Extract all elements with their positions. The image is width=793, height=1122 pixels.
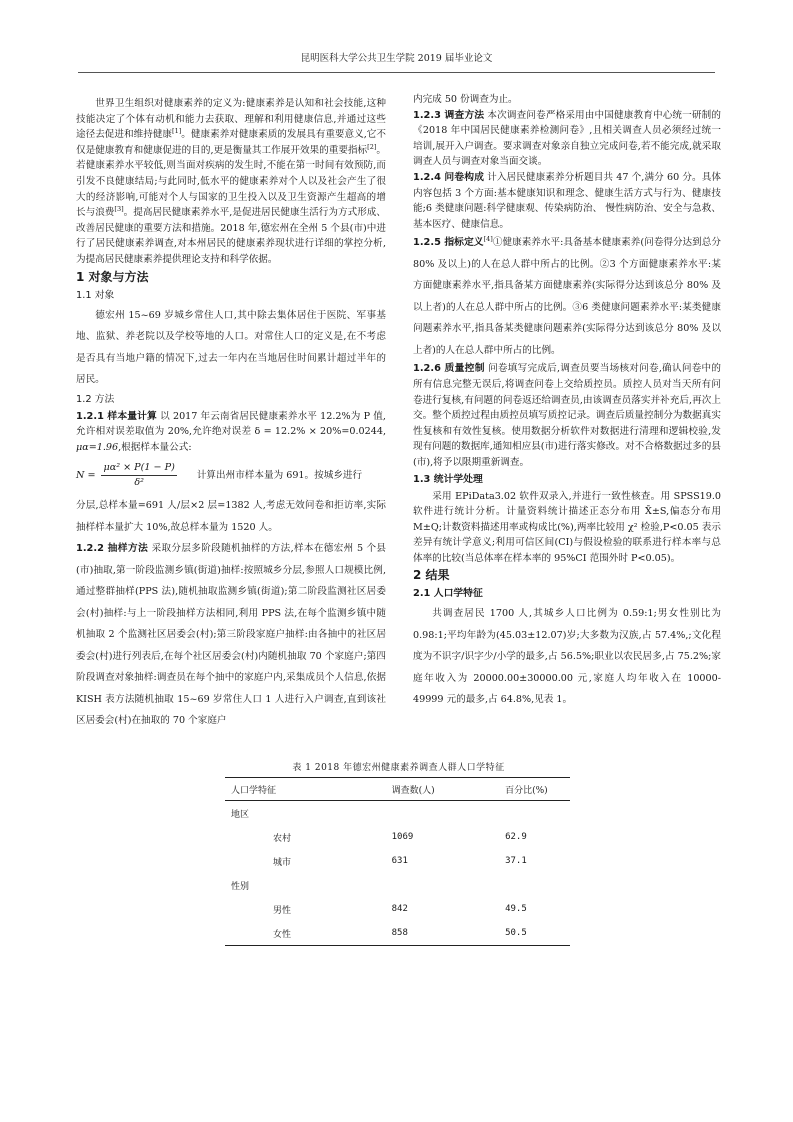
- heading-1-2-1: 1.2.1 样本量计算: [76, 410, 157, 422]
- continued-text: 内完成 50 份调查为止。: [413, 94, 518, 105]
- sample-size-formula: [76, 457, 386, 493]
- table-row: [225, 849, 570, 873]
- formula-lhs: N =: [76, 469, 96, 481]
- indicator-text: ①健康素养水平:具备基本健康素养(问卷得分达到总分 80% 及以上)的人在总人群中所占的比例。②3 个方面健康素养水平:某方面健康素养水平,指具备某方面健康素养(实际得分达到该总分 80% 及以上者)的人在总人群中所占的比例。③6 类健康问题素养水平:某类健康问题素养水平,指具备某类健康问题素养(实际得分达到该总分 80% 及以上者)的人在总人群中所占的比例。: [413, 237, 721, 356]
- object-paragraph: 德宏州 15~69 岁城乡常住人口,其中除去集体居住于医院、军事基地、监狱、养老院以及学校等地的人口。对常住人口的定义是,在不考虑是否具有当地户籍的情况下,过去一年内在当地居住时间累计超过半年的居民。: [76, 309, 386, 386]
- intro-paragraph: [76, 96, 386, 268]
- formula-denominator: δ²: [134, 476, 144, 488]
- formula-trailing-text: 计算出州市样本量为 691。按城乡进行: [196, 469, 363, 481]
- citation-4: [4]: [483, 235, 493, 244]
- row-label: 男性: [273, 905, 292, 916]
- section-heading-1: 1 对象与方法: [76, 269, 149, 284]
- header-percent: 百分比(%): [475, 778, 570, 801]
- heading-1-2-2: 1.2.2 抽样方法: [76, 543, 149, 555]
- table-header-row: [225, 778, 570, 801]
- row-count: 1069: [391, 832, 414, 842]
- intro-text-3: 。若健康素养水平较低,则当面对疾病的发生时,不能在第一时间有效预防,而引发不良健康结局;与此同时,低水平的健康素养对个人以及社会产生了很大的经济影响,可能对个人与国家的卫生投入以及卫生资源产生超高的增长与浪费: [76, 144, 386, 219]
- demographics-paragraph: 共调查居民 1700 人,其城乡人口比例为 0.59:1;男女性别比为 0.98:1;平均年龄为(45.03±12.07)岁;大多数为汉族,占 57.4%,;文化程度为不识字/识字少/小学的最多,占 56.5%;职业以农民居多,占 75.2%;家庭年收入为 20000.00±30000.00 元,家庭人均年收入在 10000-49999 元的最多,占 64.8%,见表 1。: [413, 608, 721, 706]
- row-count: 858: [352, 921, 475, 946]
- section-heading-2: 2 结果: [413, 568, 450, 583]
- citation-1: [1]: [172, 127, 182, 135]
- survey-method-paragraph: [413, 108, 721, 170]
- table-row: [225, 921, 570, 946]
- citation-2: [2]: [367, 142, 377, 151]
- header-count: 调查数(人): [352, 778, 475, 801]
- survey-method-text: 本次调查问卷严格采用由中国健康教育中心统一研制的《2018 年中国居民健康素养检测问卷》,且相关调查人员必须经过统一培训,展开入户调查。要求调查对象亲自独立完成问卷,若不能完成,就采取调查人员与调查对象当面交谈。: [413, 109, 721, 168]
- mu-alpha-value: μα=1.96: [76, 441, 119, 453]
- sample-size-paragraph: [76, 409, 386, 456]
- sampling-method-text: 采取分层多阶段随机抽样的方法,样本在德宏州 5 个县(市)抽取,第一阶段监测乡镇(街道)抽样:按照城乡分层,参照人口规模比例,通过整群抽样(PPS 法),随机抽取监测乡镇(街道);第二阶段监测社区居委会(村)抽样:与上一阶段抽样方法相同,利用 PPS 法,在每个监测乡镇中随机抽取 2 个监测社区居委会(村);第三阶段家庭户抽样:由各抽中的社区居委会(村)进行列表后,在每个社区居委会(村)内随机抽取 70 个家庭户;第四阶段调查对象抽样:调查员在每个抽中的家庭户内,采集成员个人信息,依据 KISH 表方法随机抽取 15~69 岁常住人口 1 人进行入户调查,直到该社区居委会(村)在抽取的 70 个家庭户: [76, 543, 386, 727]
- intro-text-2: 。健康素养对健康素质的发展具有重要意义,它不仅是健康教育和健康促进的目的,更是衡量其工作展开效果的重要指标: [76, 129, 386, 156]
- subsection-heading-1-1: 1.1 对象: [76, 289, 115, 301]
- row-percent: 50.5: [475, 921, 570, 946]
- demographics-table: [225, 777, 570, 946]
- questionnaire-paragraph: [413, 170, 721, 232]
- subsection-heading-1-2: 1.2 方法: [76, 393, 115, 405]
- group-label: 性别: [231, 881, 250, 892]
- statistics-text-a: 采用 EPiData3.02 软件双录入,并进行一致性核查。用 SPSS19.0 软件进行统计分析。计量资料统计描述正态分布用: [413, 490, 721, 518]
- statistics-paragraph: [413, 489, 721, 567]
- table-row: [225, 897, 570, 921]
- heading-1-2-3: 1.2.3 调查方法: [413, 109, 485, 121]
- heading-1-2-6: 1.2.6 质量控制: [413, 363, 485, 375]
- sample-size-text-a: 以 2017 年云南省居民健康素养水平 12.2%为 P 值,允许相对误差取值为 20%,允许绝对误差 δ = 12.2% × 20%=0.0244,: [76, 410, 386, 438]
- indicator-paragraph: [413, 232, 721, 361]
- heading-1-2-4: 1.2.4 问卷构成: [413, 171, 484, 183]
- row-percent: 37.1: [505, 856, 527, 866]
- quality-control-text: 问卷填写完成后,调查员要当场核对问卷,确认问卷中的所有信息完整无误后,将调查问卷上交给质控员。质控人员对当天所有问卷进行复核,有问题的问卷返还给调查员,由该调查员落实并补充后,再次上交。整个质控过程由质控员填写质控记录。调查后质量控制分为数据真实性复核和有效性复核。使用数据分析软件对数据进行清理和逻辑校验,发现有问题的数据库,通知相应县(市)进行落实修改。对不合格数据过多的县(市),将予以限期重新调查。: [413, 363, 721, 468]
- table-caption: 表 1 2018 年德宏州健康素养调查人群人口学特征: [292, 763, 505, 773]
- row-label: 女性: [225, 921, 352, 946]
- statistics-text-b: X̄±S,偏态分布用 M±Q;计数资料描述用率或构成比(%),两率比较用 χ² 检验,P<0.05 表示差异有统计学意义;利用可信区间(CI)与假设检验的联系进行样本率与总体率的比较(当总体率在样本率的 95%CI 范围外时 P<0.05)。: [413, 506, 721, 564]
- sample-size-text-b: ,根据样本量公式:: [118, 441, 192, 453]
- row-percent: 49.5: [505, 904, 527, 914]
- sampling-method-paragraph: [76, 538, 386, 732]
- citation-3: [3]: [114, 204, 124, 213]
- row-count: 631: [391, 856, 408, 866]
- right-column: [413, 92, 721, 711]
- heading-1-2-5: 1.2.5 指标定义: [413, 237, 484, 249]
- header-characteristic: 人口学特征: [225, 778, 352, 801]
- group-label: 地区: [231, 809, 250, 820]
- left-column: [76, 96, 386, 732]
- intro-text-1: 世界卫生组织对健康素养的定义为:健康素养是认知和社会技能,这种技能决定了个体有动机和能力去获取、理解和利用健康信息,并通过这些途径去促进和维持健康: [76, 98, 386, 141]
- quality-control-paragraph: [413, 361, 721, 470]
- intro-text-4: 。提高居民健康素养水平,是促进居民健康生活行为方式形成、改善居民健康的重要方法和措施。2018 年,德宏州在全州 5 个县(市)中进行了居民健康素养调查,对本州居民的健康素养现状进行详细的掌控分析,为提高居民健康素养提供理论支持和科学依据。: [76, 207, 386, 265]
- row-count: 842: [391, 904, 408, 914]
- subsection-heading-2-1: 2.1 人口学特征: [413, 588, 483, 600]
- table-row: [225, 825, 570, 849]
- running-header: 昆明医科大学公共卫生学院 2019 届毕业论文: [78, 52, 715, 73]
- formula-numerator: μα² × P(1 − P): [101, 461, 176, 476]
- sample-size-continued: 分层,总样本量=691 人/层×2 层=1382 人,考虑无效问卷和拒访率,实际抽样样本量扩大 10%,故总样本量为 1520 人。: [76, 500, 386, 533]
- table-group-row: [225, 873, 570, 897]
- row-label: 城市: [273, 857, 292, 868]
- formula-fraction: [101, 461, 176, 490]
- row-percent: 62.9: [505, 832, 527, 842]
- table-group-row: [225, 801, 570, 826]
- subsection-heading-1-3: 1.3 统计学处理: [413, 473, 483, 485]
- questionnaire-text: 计入居民健康素养分析题目共 47 个,满分 60 分。具体内容包括 3 个方面:基本健康知识和理念、健康生活方式与行为、健康技能;6 类健康问题:科学健康观、传染病防治、 慢性病防治、安全与急救、基本医疗、健康信息。: [413, 171, 721, 230]
- row-label: 农村: [273, 833, 292, 844]
